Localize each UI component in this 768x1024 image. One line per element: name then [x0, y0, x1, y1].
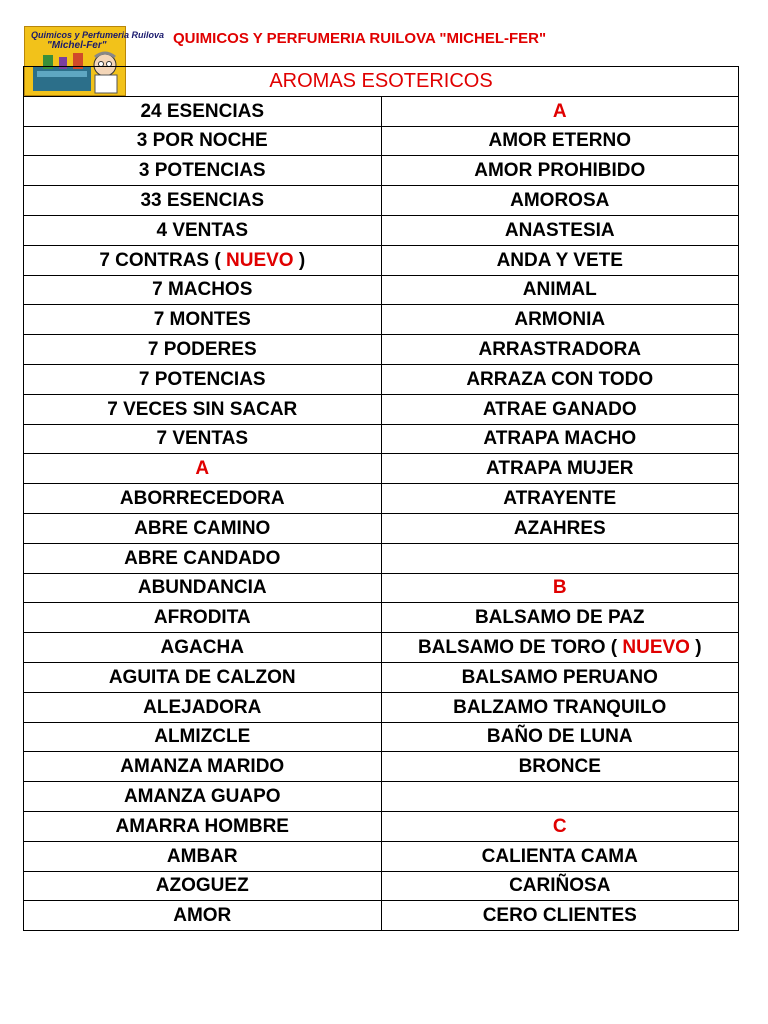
aroma-name: ABRE CANDADO [124, 547, 281, 569]
aroma-name: AMANZA MARIDO [120, 756, 285, 778]
aroma-cell-left [24, 692, 382, 722]
aroma-cell-right [381, 424, 739, 454]
table-row [24, 305, 739, 335]
table-row [24, 156, 739, 186]
aroma-name: 7 CONTRAS ( [99, 249, 226, 271]
table-row [24, 394, 739, 424]
table-row [24, 215, 739, 245]
aroma-name: 33 ESENCIAS [140, 190, 265, 212]
section-letter: A [552, 100, 567, 122]
aroma-cell-right [381, 722, 739, 752]
aroma-name: AMOR [173, 905, 232, 927]
aroma-cell-right [381, 692, 739, 722]
aroma-cell-right [381, 215, 739, 245]
aroma-name: BALZAMO TRANQUILO [453, 696, 667, 718]
aroma-cell-right [381, 513, 739, 543]
logo-line-1: Quimicos y Perfumeria Ruilova [31, 30, 165, 40]
aroma-cell-right [381, 156, 739, 186]
table-row [24, 752, 739, 782]
table-row [24, 335, 739, 365]
aroma-name: CARIÑOSA [509, 875, 611, 897]
aroma-cell-right [381, 662, 739, 692]
aroma-cell-left [24, 424, 382, 454]
aroma-name: AFRODITA [153, 607, 251, 629]
aroma-cell-right [381, 364, 739, 394]
aroma-name: AMANZA GUAPO [123, 786, 281, 808]
aroma-cell-right [381, 603, 739, 633]
section-letter: A [195, 458, 210, 480]
aromas-table [23, 66, 739, 931]
aroma-cell-left [24, 96, 382, 126]
aroma-cell-right [381, 811, 739, 841]
aroma-cell-right [381, 752, 739, 782]
aroma-cell-right [381, 841, 739, 871]
aroma-cell-right [381, 484, 739, 514]
table-row [24, 841, 739, 871]
aroma-cell-right [381, 573, 739, 603]
aroma-cell-right [381, 96, 739, 126]
table-row [24, 811, 739, 841]
aroma-name: ABORRECEDORA [119, 488, 285, 510]
aroma-cell-left [24, 305, 382, 335]
aroma-cell-left [24, 245, 382, 275]
aroma-name: ) [689, 637, 702, 659]
aroma-name: ATRAYENTE [503, 488, 617, 510]
aroma-name: AZOGUEZ [155, 875, 249, 897]
aroma-cell-right [381, 901, 739, 931]
aroma-name: BRONCE [518, 756, 601, 778]
aroma-cell-left [24, 454, 382, 484]
aroma-cell-left [24, 156, 382, 186]
table-row [24, 454, 739, 484]
aroma-cell-left [24, 364, 382, 394]
shop-title: QUIMICOS Y PERFUMERIA RUILOVA "MICHEL-FER" [173, 30, 547, 47]
aroma-cell-right [381, 126, 739, 156]
aroma-cell-left [24, 901, 382, 931]
aroma-cell-left [24, 871, 382, 901]
aroma-cell-right [381, 394, 739, 424]
aroma-name: ARRAZA CON TODO [466, 368, 654, 390]
aroma-name: AGUITA DE CALZON [108, 666, 296, 688]
aroma-name: ATRAE GANADO [482, 398, 637, 420]
aroma-cell-left [24, 215, 382, 245]
table-row [24, 275, 739, 305]
table-row [24, 603, 739, 633]
aroma-cell-right [381, 871, 739, 901]
aroma-cell-right [381, 454, 739, 484]
aroma-name: ALMIZCLE [154, 726, 251, 748]
table-row [24, 662, 739, 692]
aroma-name: ABRE CAMINO [134, 517, 271, 539]
table-row [24, 513, 739, 543]
logo-line-2: "Michel-Fer" [47, 40, 107, 51]
aroma-cell-left [24, 752, 382, 782]
table-row [24, 484, 739, 514]
aroma-cell-left [24, 633, 382, 663]
aroma-cell-left [24, 484, 382, 514]
table-title: AROMAS ESOTERICOS [24, 67, 739, 97]
table-row [24, 96, 739, 126]
aroma-cell-right [381, 543, 739, 573]
aroma-cell-left [24, 275, 382, 305]
section-letter: B [552, 577, 567, 599]
aroma-cell-left [24, 126, 382, 156]
aroma-cell-left [24, 513, 382, 543]
aroma-name: ANIMAL [522, 279, 597, 301]
aroma-name: CALIENTA CAMA [481, 845, 638, 867]
table-row [24, 364, 739, 394]
aroma-cell-left [24, 335, 382, 365]
aroma-name: ATRAPA MUJER [486, 458, 634, 480]
table-row [24, 245, 739, 275]
aroma-cell-left [24, 394, 382, 424]
aroma-cell-right [381, 275, 739, 305]
table-row [24, 722, 739, 752]
aroma-cell-left [24, 811, 382, 841]
aroma-name: ARRASTRADORA [478, 339, 642, 361]
table-row [24, 692, 739, 722]
aroma-name: AMOR ETERNO [488, 130, 631, 152]
aroma-name: BAÑO DE LUNA [486, 726, 633, 748]
aroma-name: BALSAMO DE TORO ( [417, 637, 623, 659]
aroma-name: AMBAR [166, 845, 238, 867]
aroma-name: ATRAPA MACHO [483, 428, 637, 450]
aroma-name: ALEJADORA [143, 696, 262, 718]
table-row [24, 782, 739, 812]
new-badge: NUEVO [622, 637, 690, 659]
aroma-cell-left [24, 603, 382, 633]
aroma-cell-right [381, 245, 739, 275]
aroma-name: AGACHA [160, 637, 244, 659]
table-row [24, 424, 739, 454]
aroma-name: 3 POR NOCHE [136, 130, 268, 152]
table-row [24, 901, 739, 931]
table-title-row [24, 67, 739, 97]
aroma-name: 24 ESENCIAS [140, 100, 265, 122]
table-row [24, 573, 739, 603]
aroma-name: BALSAMO DE PAZ [474, 607, 645, 629]
aroma-cell-right [381, 305, 739, 335]
aroma-cell-left [24, 782, 382, 812]
aroma-name: ARMONIA [514, 309, 606, 331]
aroma-name: AMOR PROHIBIDO [474, 160, 646, 182]
table-row [24, 126, 739, 156]
aroma-cell-left [24, 186, 382, 216]
table-row [24, 186, 739, 216]
aroma-name: AMOROSA [510, 190, 610, 212]
aroma-name: 7 VECES SIN SACAR [107, 398, 298, 420]
aroma-cell-right [381, 782, 739, 812]
aroma-cell-left [24, 722, 382, 752]
aroma-cell-right [381, 633, 739, 663]
aroma-name: ANASTESIA [504, 219, 615, 241]
aroma-cell-left [24, 543, 382, 573]
aroma-cell-left [24, 841, 382, 871]
aroma-name: ABUNDANCIA [137, 577, 267, 599]
aroma-name: 7 VENTAS [156, 428, 248, 450]
aroma-cell-left [24, 662, 382, 692]
table-row [24, 871, 739, 901]
section-letter: C [552, 815, 567, 837]
aroma-name: 7 PODERES [147, 339, 257, 361]
new-badge: NUEVO [226, 249, 294, 271]
aroma-name: BALSAMO PERUANO [461, 666, 658, 688]
aroma-name: 3 POTENCIAS [138, 160, 266, 182]
aroma-cell-left [24, 573, 382, 603]
table-row [24, 633, 739, 663]
aroma-name: 4 VENTAS [156, 219, 248, 241]
aroma-name: CERO CLIENTES [482, 905, 637, 927]
aroma-name: 7 MACHOS [152, 279, 253, 301]
aroma-name: 7 MONTES [153, 309, 251, 331]
aroma-name: AMARRA HOMBRE [115, 815, 289, 837]
aroma-name: ) [293, 249, 306, 271]
aroma-name: ANDA Y VETE [496, 249, 623, 271]
table-row [24, 543, 739, 573]
aroma-name: AZAHRES [513, 517, 606, 539]
aroma-cell-right [381, 335, 739, 365]
aroma-name: 7 POTENCIAS [138, 368, 266, 390]
aroma-cell-right [381, 186, 739, 216]
